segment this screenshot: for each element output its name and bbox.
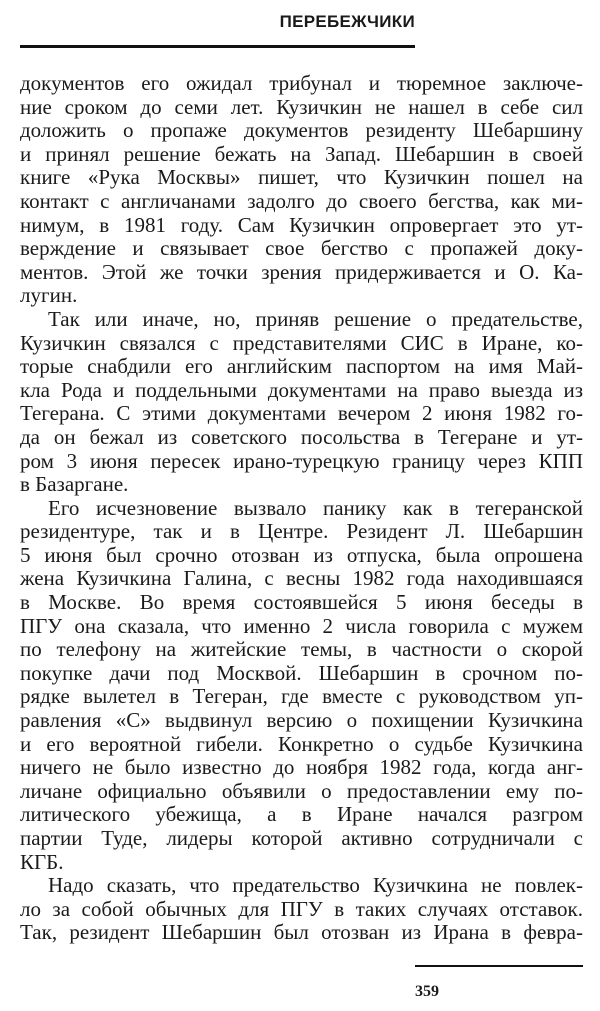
text-line: покупке дачи под Москвой. Шебаршин в срочном по-	[20, 660, 583, 685]
text-line: рядке вылетел в Тегеран, где вместе с руководством уп-	[20, 684, 583, 709]
text-line: верждение и связывает свое бегство с пропажей доку-	[20, 236, 583, 261]
header-rule	[20, 45, 415, 48]
text-line: равления «С» выдвинул версию о похищении Кузичкина	[20, 708, 583, 733]
text-line: ние сроком до семи лет. Кузичкин не нашел в себе сил	[20, 94, 583, 119]
text-line: кла Рода и поддельными документами на право выезда из	[20, 377, 583, 402]
text-line: Так или иначе, но, приняв решение о предательстве,	[48, 306, 583, 331]
paragraph	[20, 308, 583, 497]
text-line: Кузичкин связался с представителями СИС в Иране, ко-	[20, 330, 583, 355]
text-line: в Базаргане.	[20, 472, 129, 497]
text-line: в Москве. Во время состоявшейся 5 июня беседы в	[20, 590, 583, 615]
page-number: 359	[415, 983, 439, 1000]
text-line: Так, резидент Шебаршин был отозван из Ирана в февра-	[20, 920, 583, 945]
text-line: ром 3 июня пересек ирано-турецкую границу через КПП	[20, 448, 583, 473]
text-line: по телефону на житейские темы, в частности о скорой	[20, 637, 583, 662]
text-line: Его исчезновение вызвало панику как в тегеранской	[48, 495, 583, 520]
text-line: Надо сказать, что предательство Кузичкина не повлек-	[48, 873, 583, 898]
text-line: личане официально объявили о предоставлении ему по-	[20, 778, 583, 803]
text-line: ментов. Этой же точки зрения придерживается и О. Ка-	[20, 259, 583, 284]
text-line: нимум, в 1981 году. Сам Кузичкин опровергает это ут-	[20, 212, 583, 237]
text-line: КГБ.	[20, 849, 64, 874]
paragraph	[20, 497, 583, 875]
text-line: ло за собой обычных для ПГУ в таких случаях отставок.	[20, 896, 583, 921]
text-line: резидентуре, так и в Центре. Резидент Л. Шебаршин	[20, 519, 583, 544]
text-line: да он бежал из советского посольства в Тегеране и ут-	[20, 424, 583, 449]
body-text	[20, 72, 583, 945]
text-line: книге «Рука Москвы» пишет, что Кузичкин пошел на	[20, 165, 583, 190]
paragraph	[20, 72, 583, 308]
text-line: и его вероятной гибели. Конкретно о судьбе Кузичкина	[20, 731, 583, 756]
running-title: ПЕРЕБЕЖЧИКИ	[279, 12, 415, 31]
text-line: жена Кузичкина Галина, с весны 1982 года находившаяся	[20, 566, 583, 591]
paragraph	[20, 874, 583, 945]
text-line: торые снабдили его английским паспортом на имя Май-	[20, 354, 583, 379]
text-line: и принял решение бежать на Запад. Шебаршин в своей	[20, 141, 583, 166]
text-line: контакт с англичанами задолго до своего бегства, как ми-	[20, 188, 583, 213]
text-line: партии Туде, лидеры которой активно сотрудничали с	[20, 826, 583, 850]
text-line: доложить о пропаже документов резиденту Шебаршину	[20, 118, 583, 143]
text-line: ничего не было известно до ноября 1982 года, когда анг-	[20, 755, 583, 780]
text-line: литического убежища, а в Иране начался разгром	[20, 802, 583, 827]
text-line: ПГУ она сказала, что именно 2 числа говорила с мужем	[20, 613, 583, 638]
text-line: документов его ожидал трибунал и тюремное заключе-	[20, 71, 583, 95]
text-line: лугин.	[20, 283, 78, 308]
footer-rule	[415, 965, 583, 967]
text-line: 5 июня был срочно отозван из отпуска, была опрошена	[20, 542, 583, 567]
text-line: Тегерана. С этими документами вечером 2 июня 1982 го-	[20, 401, 583, 426]
